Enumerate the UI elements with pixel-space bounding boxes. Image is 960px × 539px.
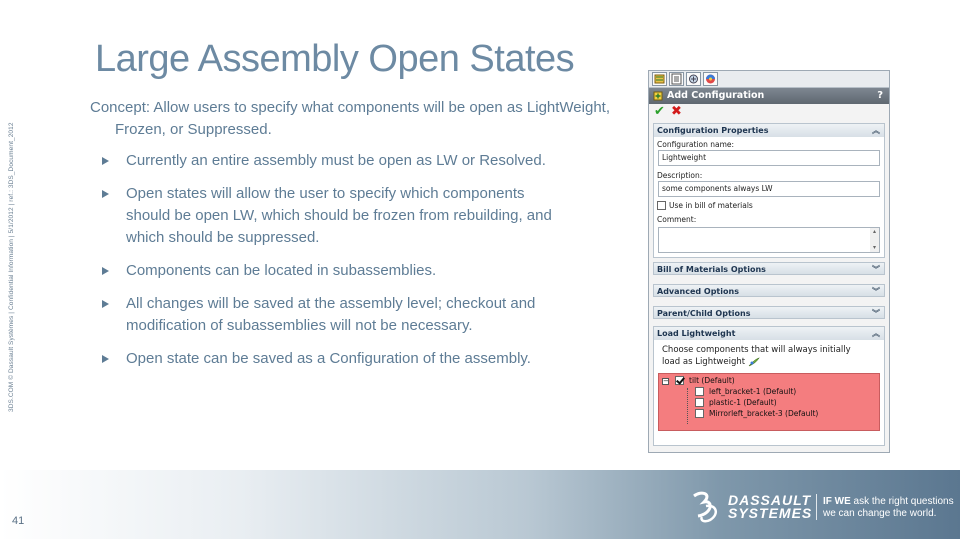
panel-header — [649, 88, 889, 104]
tree-child-row[interactable] — [695, 398, 777, 407]
configuration-name-label: Configuration name: — [657, 140, 735, 149]
concept-line-2: Frozen, or Suppressed. — [115, 121, 272, 138]
tree-child-label: left_bracket-1 (Default) — [709, 387, 797, 396]
tree-child-checkbox[interactable] — [695, 387, 704, 396]
bullet-triangle-icon — [102, 267, 109, 275]
logo-tagline: IF WE ask the right questions we can change the world. — [823, 496, 954, 519]
use-in-bom-row[interactable] — [654, 197, 884, 211]
tree-child-checkbox[interactable] — [695, 398, 704, 407]
bullet-item: Open state can be saved as a Configuration of the assembly. — [102, 348, 552, 370]
concept-line-1: Concept: Allow users to specify what components will be open as LightWeight, — [90, 99, 611, 116]
configuration-properties-group — [653, 123, 885, 258]
bullet-item: Open states will allow the user to specify which components should be open LW, which should be frozen from rebuilding, and which should be suppressed. — [102, 183, 552, 249]
description-label: Description: — [657, 171, 703, 180]
logo-wordmark: DASSAULT SYSTEMES — [728, 492, 813, 521]
configuration-properties-header[interactable]: Configuration Properties ︽ — [654, 124, 884, 137]
advanced-options-header[interactable]: Advanced Options ︾ — [653, 284, 885, 297]
parent-child-options-header[interactable]: Parent/Child Options ︾ — [653, 306, 885, 319]
load-lightweight-instructions: Choose components that will always initially load as Lightweight — [662, 345, 851, 367]
bullet-list — [102, 150, 552, 381]
lightweight-feather-icon — [748, 357, 760, 367]
bullet-triangle-icon — [102, 157, 109, 165]
bom-options-header[interactable]: Bill of Materials Options ︾ — [653, 262, 885, 275]
collapse-chevron-icon[interactable]: ︽ — [872, 126, 880, 135]
page-number: 41 — [12, 515, 25, 527]
tab-feature-manager[interactable] — [652, 72, 667, 86]
description-input[interactable]: some components always LW — [658, 181, 880, 197]
dassault-logo — [690, 490, 954, 530]
tree-child-checkbox[interactable] — [695, 409, 704, 418]
ok-cancel-bar — [649, 104, 889, 120]
slide-title: Large Assembly Open States — [95, 38, 575, 80]
collapse-chevron-icon[interactable]: ︽ — [872, 329, 880, 338]
tree-root-checkbox[interactable] — [675, 376, 684, 385]
panel-title: Add Configuration — [667, 90, 765, 101]
comment-label: Comment: — [657, 215, 697, 224]
vertical-copyright-note: 3DS.COM © Dassault Systèmes | Confidential Information | 5/1/2012 | ref.: 3DS_Document_2012 — [8, 122, 15, 412]
tab-configuration-manager[interactable] — [686, 72, 701, 86]
display-manager-icon — [704, 73, 717, 85]
panel-tab-bar — [649, 71, 889, 88]
comment-textarea[interactable] — [658, 227, 880, 253]
comment-scrollbar[interactable]: ▴ ▾ — [870, 228, 879, 252]
3ds-logo-icon — [690, 490, 722, 524]
use-in-bom-label: Use in bill of materials — [669, 201, 753, 210]
tab-display-manager[interactable] — [703, 72, 718, 86]
tree-root-label: tilt (Default) — [689, 376, 735, 385]
feature-tree-icon — [653, 73, 666, 85]
bullet-item: Currently an entire assembly must be open as LW or Resolved. — [102, 150, 552, 172]
ok-button[interactable]: ✔ — [654, 104, 665, 119]
tab-property-manager[interactable] — [669, 72, 684, 86]
logo-separator — [816, 494, 817, 520]
tree-child-row[interactable] — [695, 409, 818, 418]
bullet-triangle-icon — [102, 190, 109, 198]
expand-chevron-icon[interactable]: ︾ — [872, 309, 880, 318]
bullet-triangle-icon — [102, 355, 109, 363]
component-tree — [658, 373, 880, 431]
expand-chevron-icon[interactable]: ︾ — [872, 287, 880, 296]
tree-child-label: plastic-1 (Default) — [709, 398, 777, 407]
expand-chevron-icon[interactable]: ︾ — [872, 265, 880, 274]
property-manager-icon — [670, 73, 683, 85]
cancel-button[interactable]: ✖ — [671, 104, 682, 119]
concept-paragraph — [90, 97, 630, 141]
help-button[interactable]: ? — [877, 90, 883, 101]
use-in-bom-checkbox[interactable] — [657, 201, 666, 210]
tree-root-row[interactable] — [675, 376, 735, 385]
bullet-triangle-icon — [102, 300, 109, 308]
tree-collapse-icon[interactable]: − — [663, 377, 669, 385]
configuration-manager-icon — [687, 73, 700, 85]
tree-child-row[interactable] — [695, 387, 796, 396]
add-configuration-icon — [653, 91, 663, 101]
configuration-name-input[interactable]: Lightweight — [658, 150, 880, 166]
tree-child-label: Mirrorleft_bracket-3 (Default) — [709, 409, 819, 418]
bullet-item: Components can be located in subassemblies. — [102, 260, 552, 282]
load-lightweight-header[interactable]: Load Lightweight ︽ — [654, 327, 884, 340]
load-lightweight-group — [653, 326, 885, 446]
add-configuration-panel — [648, 70, 890, 453]
bullet-item: All changes will be saved at the assembly level; checkout and modification of subassemblies will not be necessary. — [102, 293, 552, 337]
